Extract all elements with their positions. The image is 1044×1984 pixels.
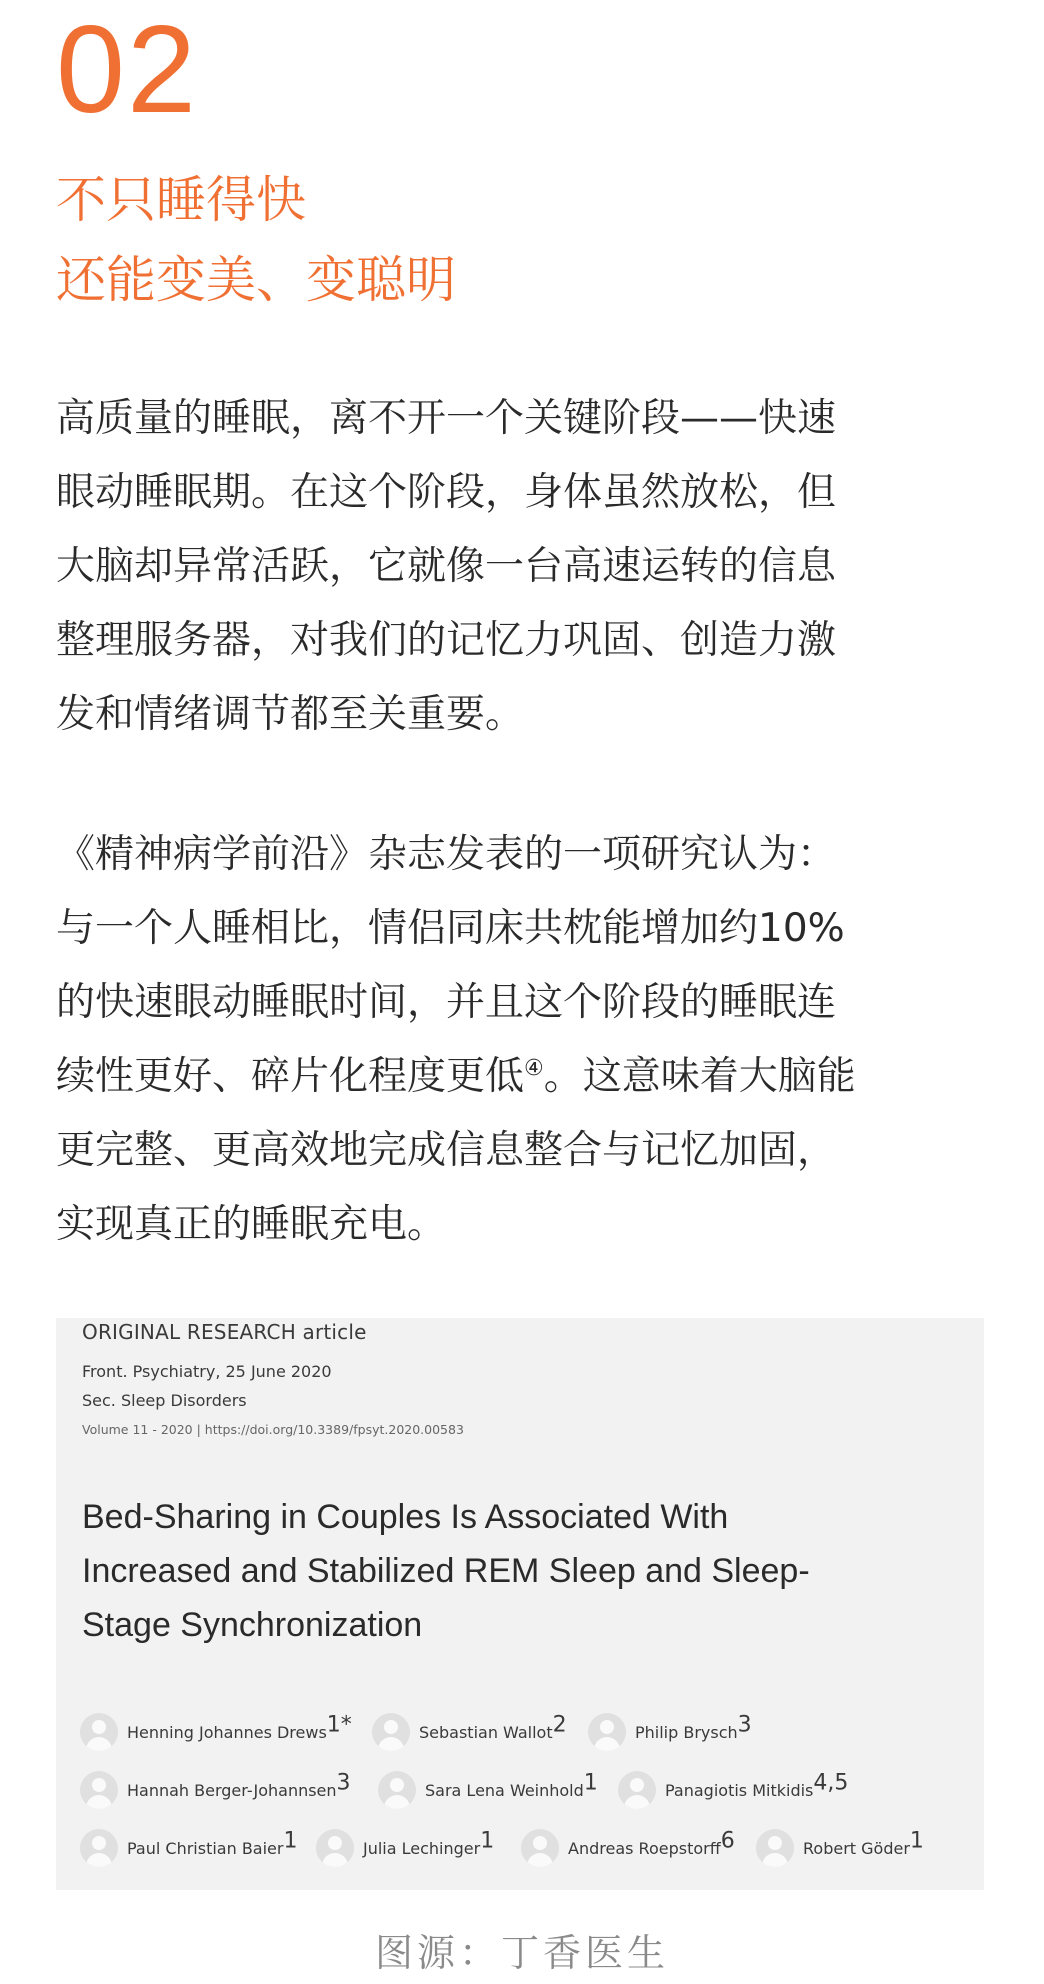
paragraph-rem-intro xyxy=(56,382,996,752)
author[interactable] xyxy=(80,1828,297,1868)
author-name: Hannah Berger-Johannsen xyxy=(127,1780,337,1800)
article-section: Sec. Sleep Disorders xyxy=(82,1391,247,1410)
author-name: Andreas Roepstorff xyxy=(568,1838,721,1858)
author[interactable] xyxy=(80,1770,351,1810)
author-name: Julia Lechinger xyxy=(363,1838,481,1858)
article-title-line: Increased and Stabilized REM Sleep and Sleep- xyxy=(82,1552,810,1590)
author[interactable] xyxy=(316,1828,494,1868)
section-number: 02 xyxy=(56,1,198,139)
avatar-icon xyxy=(618,1771,656,1809)
avatar-icon xyxy=(378,1771,416,1809)
author-affiliation: 1* xyxy=(326,1712,352,1738)
author[interactable] xyxy=(756,1828,924,1868)
paragraph-line: 《精神病学前沿》杂志发表的一项研究认为： xyxy=(56,832,837,877)
author-affiliation: 3 xyxy=(737,1712,752,1738)
paragraph-line: 更完整、更高效地完成信息整合与记忆加固， xyxy=(56,1128,837,1173)
author-name: Panagiotis Mitkidis xyxy=(665,1780,814,1800)
paragraph-study xyxy=(56,818,996,1262)
paragraph-line: 的快速眼动睡眠时间，并且这个阶段的睡眠连 xyxy=(56,980,837,1025)
author-name: Philip Brysch xyxy=(635,1722,738,1742)
paragraph-text: 续性更好、碎片化程度更低 xyxy=(56,1054,525,1099)
avatar-icon xyxy=(372,1713,410,1751)
paragraph-line xyxy=(56,1040,996,1114)
author-affiliation: 6 xyxy=(720,1828,735,1854)
avatar-icon xyxy=(588,1713,626,1751)
author-affiliation: 2 xyxy=(552,1712,567,1738)
avatar-icon xyxy=(316,1829,354,1867)
author-affiliation: 1 xyxy=(283,1828,298,1854)
article-type: ORIGINAL RESEARCH article xyxy=(82,1320,367,1344)
paragraph-line: 整理服务器，对我们的记忆力巩固、创造力激 xyxy=(56,618,837,663)
paragraph-line: 大脑却异常活跃，它就像一台高速运转的信息 xyxy=(56,544,837,589)
author[interactable] xyxy=(80,1712,352,1752)
paragraph-line: 实现真正的睡眠充电。 xyxy=(56,1202,447,1247)
author-name: Sebastian Wallot xyxy=(419,1722,553,1742)
section-heading xyxy=(56,160,456,320)
paragraph-line: 眼动睡眠期。在这个阶段，身体虽然放松，但 xyxy=(56,470,837,515)
heading-line-1: 不只睡得快 xyxy=(56,171,306,229)
author[interactable] xyxy=(378,1770,598,1810)
heading-line-2: 还能变美、变聪明 xyxy=(56,251,456,309)
author-affiliation: 1 xyxy=(909,1828,924,1854)
paragraph-line: 发和情绪调节都至关重要。 xyxy=(56,692,525,737)
author-name: Sara Lena Weinhold xyxy=(425,1780,584,1800)
author[interactable] xyxy=(588,1712,752,1752)
article-title-line: Bed-Sharing in Couples Is Associated With xyxy=(82,1498,729,1536)
paragraph-line: 与一个人睡相比，情侣同床共枕能增加约10% xyxy=(56,906,845,951)
avatar-icon xyxy=(80,1829,118,1867)
avatar-icon xyxy=(521,1829,559,1867)
author-affiliation: 4,5 xyxy=(813,1770,849,1796)
article-journal-date: Front. Psychiatry, 25 June 2020 xyxy=(82,1362,332,1381)
article-title-line: Stage Synchronization xyxy=(82,1606,423,1644)
article-screenshot-card xyxy=(56,1318,984,1890)
author-affiliation: 1 xyxy=(583,1770,598,1796)
footnote-ref: ④ xyxy=(524,1056,544,1081)
author-name: Henning Johannes Drews xyxy=(127,1722,327,1742)
author-name: Robert Göder xyxy=(803,1838,910,1858)
author[interactable] xyxy=(372,1712,567,1752)
author-affiliation: 1 xyxy=(480,1828,495,1854)
image-source-caption: 图源：丁香医生 xyxy=(374,1931,669,1975)
article-volume-doi: Volume 11 - 2020 | https://doi.org/10.3389/fpsyt.2020.00583 xyxy=(82,1422,464,1437)
author[interactable] xyxy=(618,1770,848,1810)
avatar-icon xyxy=(756,1829,794,1867)
paragraph-text: 。这意味着大脑能 xyxy=(543,1054,856,1099)
article-title xyxy=(82,1490,962,1652)
author-affiliation: 3 xyxy=(336,1770,351,1796)
paragraph-line: 高质量的睡眠，离不开一个关键阶段——快速 xyxy=(56,396,837,441)
avatar-icon xyxy=(80,1713,118,1751)
avatar-icon xyxy=(80,1771,118,1809)
author-name: Paul Christian Baier xyxy=(127,1838,284,1858)
author[interactable] xyxy=(521,1828,735,1868)
